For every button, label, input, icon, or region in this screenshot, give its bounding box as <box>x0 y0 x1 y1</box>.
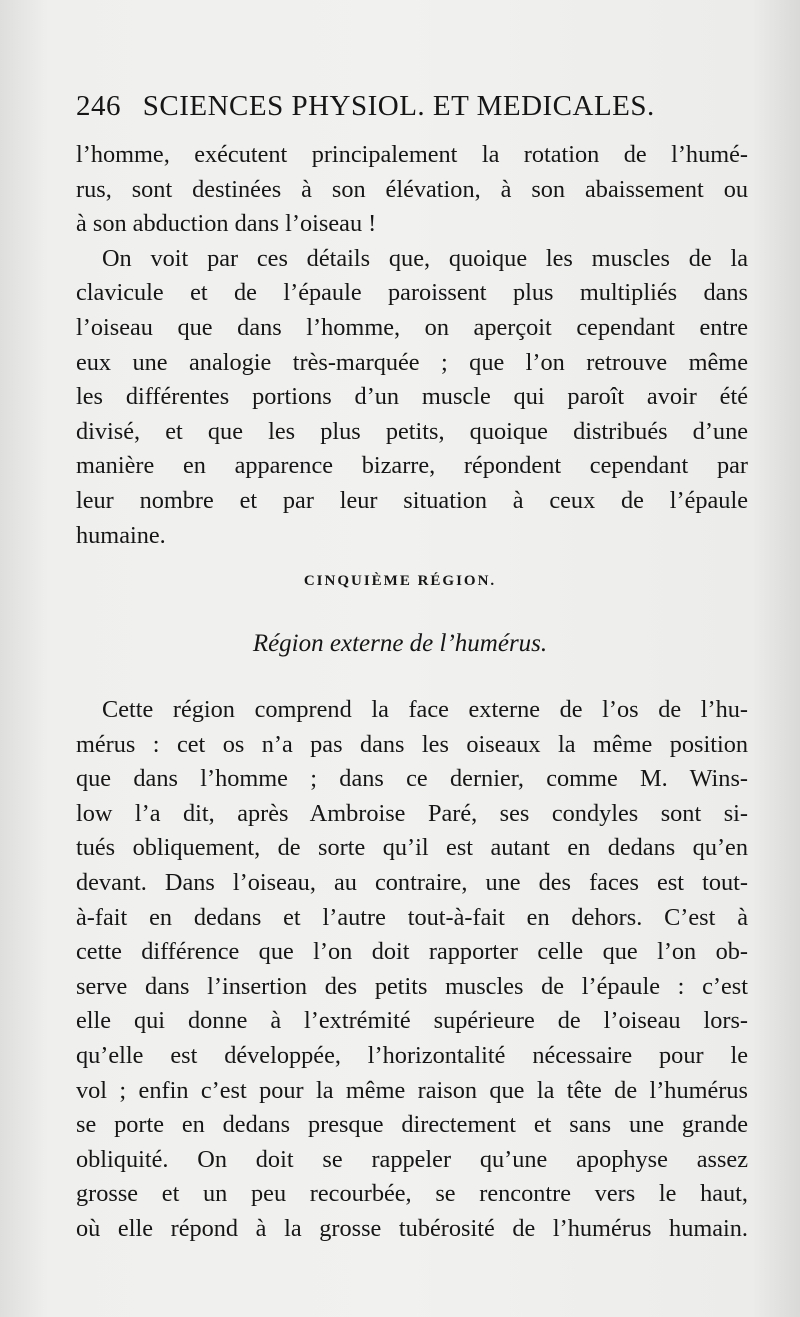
text-line: devant. Dans l’oiseau, au contraire, une des faces est tout- <box>76 868 748 896</box>
text-line: où elle répond à la grosse tubérosité de l’humérus humain. <box>76 1214 748 1242</box>
text-line: obliquité. On doit se rappeler qu’une apophyse assez <box>76 1145 748 1173</box>
text-line: low l’a dit, après Ambroise Paré, ses condyles sont si- <box>76 799 748 827</box>
text-line: elle qui donne à l’extrémité supérieure de l’oiseau lors- <box>76 1007 748 1035</box>
text-line: Cette région comprend la face externe de l’os de l’hu- <box>102 696 748 723</box>
text-line: leur nombre et par leur situation à ceux de l’épaule <box>76 486 748 514</box>
text-line: grosse et un peu recourbée, se rencontre vers le haut, <box>76 1180 748 1208</box>
section-label: CINQUIÈME RÉGION. <box>303 573 497 589</box>
text-line: eux une analogie très-marquée ; que l’on retrouve même <box>76 348 748 376</box>
text-line: clavicule et de l’épaule paroissent plus multipliés dans <box>76 279 748 307</box>
text-block-top <box>76 138 748 553</box>
text-line: humaine. <box>76 521 166 549</box>
text-line: à son abduction dans l’oiseau ! <box>76 210 377 238</box>
text-line: tués obliquement, de sorte qu’il est autant en dedans qu’en <box>76 834 748 862</box>
section-title: Région externe de l’humérus. <box>252 630 548 657</box>
text-line: divisé, et que les plus petits, quoique distribués d’une <box>76 417 748 445</box>
text-line: rus, sont destinées à son élévation, à son abaissement ou <box>76 175 748 203</box>
text-line: à-fait en dedans et l’autre tout-à-fait en dehors. C’est à <box>76 903 748 931</box>
text-line: mérus : cet os n’a pas dans les oiseaux la même position <box>76 730 748 758</box>
text-line: l’homme, exécutent principalement la rotation de l’humé- <box>76 141 748 168</box>
text-line: se porte en dedans presque directement et sans une grande <box>76 1111 748 1139</box>
text-line: manière en apparence bizarre, répondent cependant par <box>76 452 748 480</box>
text-line: qu’elle est développée, l’horizontalité nécessaire pour le <box>76 1041 748 1069</box>
page-number: 246 <box>76 90 121 122</box>
text-line: les différentes portions d’un muscle qui paroît avoir été <box>76 383 748 411</box>
text-line: cette différence que l’on doit rapporter celle que l’on ob- <box>76 938 748 966</box>
text-block-bottom <box>76 693 748 1247</box>
text-line: l’oiseau que dans l’homme, on aperçoit cependant entre <box>76 313 748 341</box>
text-line: serve dans l’insertion des petits muscles de l’épaule : c’est <box>76 972 748 1000</box>
running-header <box>76 90 736 123</box>
text-line: On voit par ces détails que, quoique les muscles de la <box>102 244 748 272</box>
text-line: vol ; enfin c’est pour la même raison que la tête de l’humérus <box>76 1076 748 1104</box>
text-line: que dans l’homme ; dans ce dernier, comme M. Wins- <box>76 765 748 793</box>
running-title: SCIENCES PHYSIOL. ET MEDICALES. <box>142 90 655 122</box>
